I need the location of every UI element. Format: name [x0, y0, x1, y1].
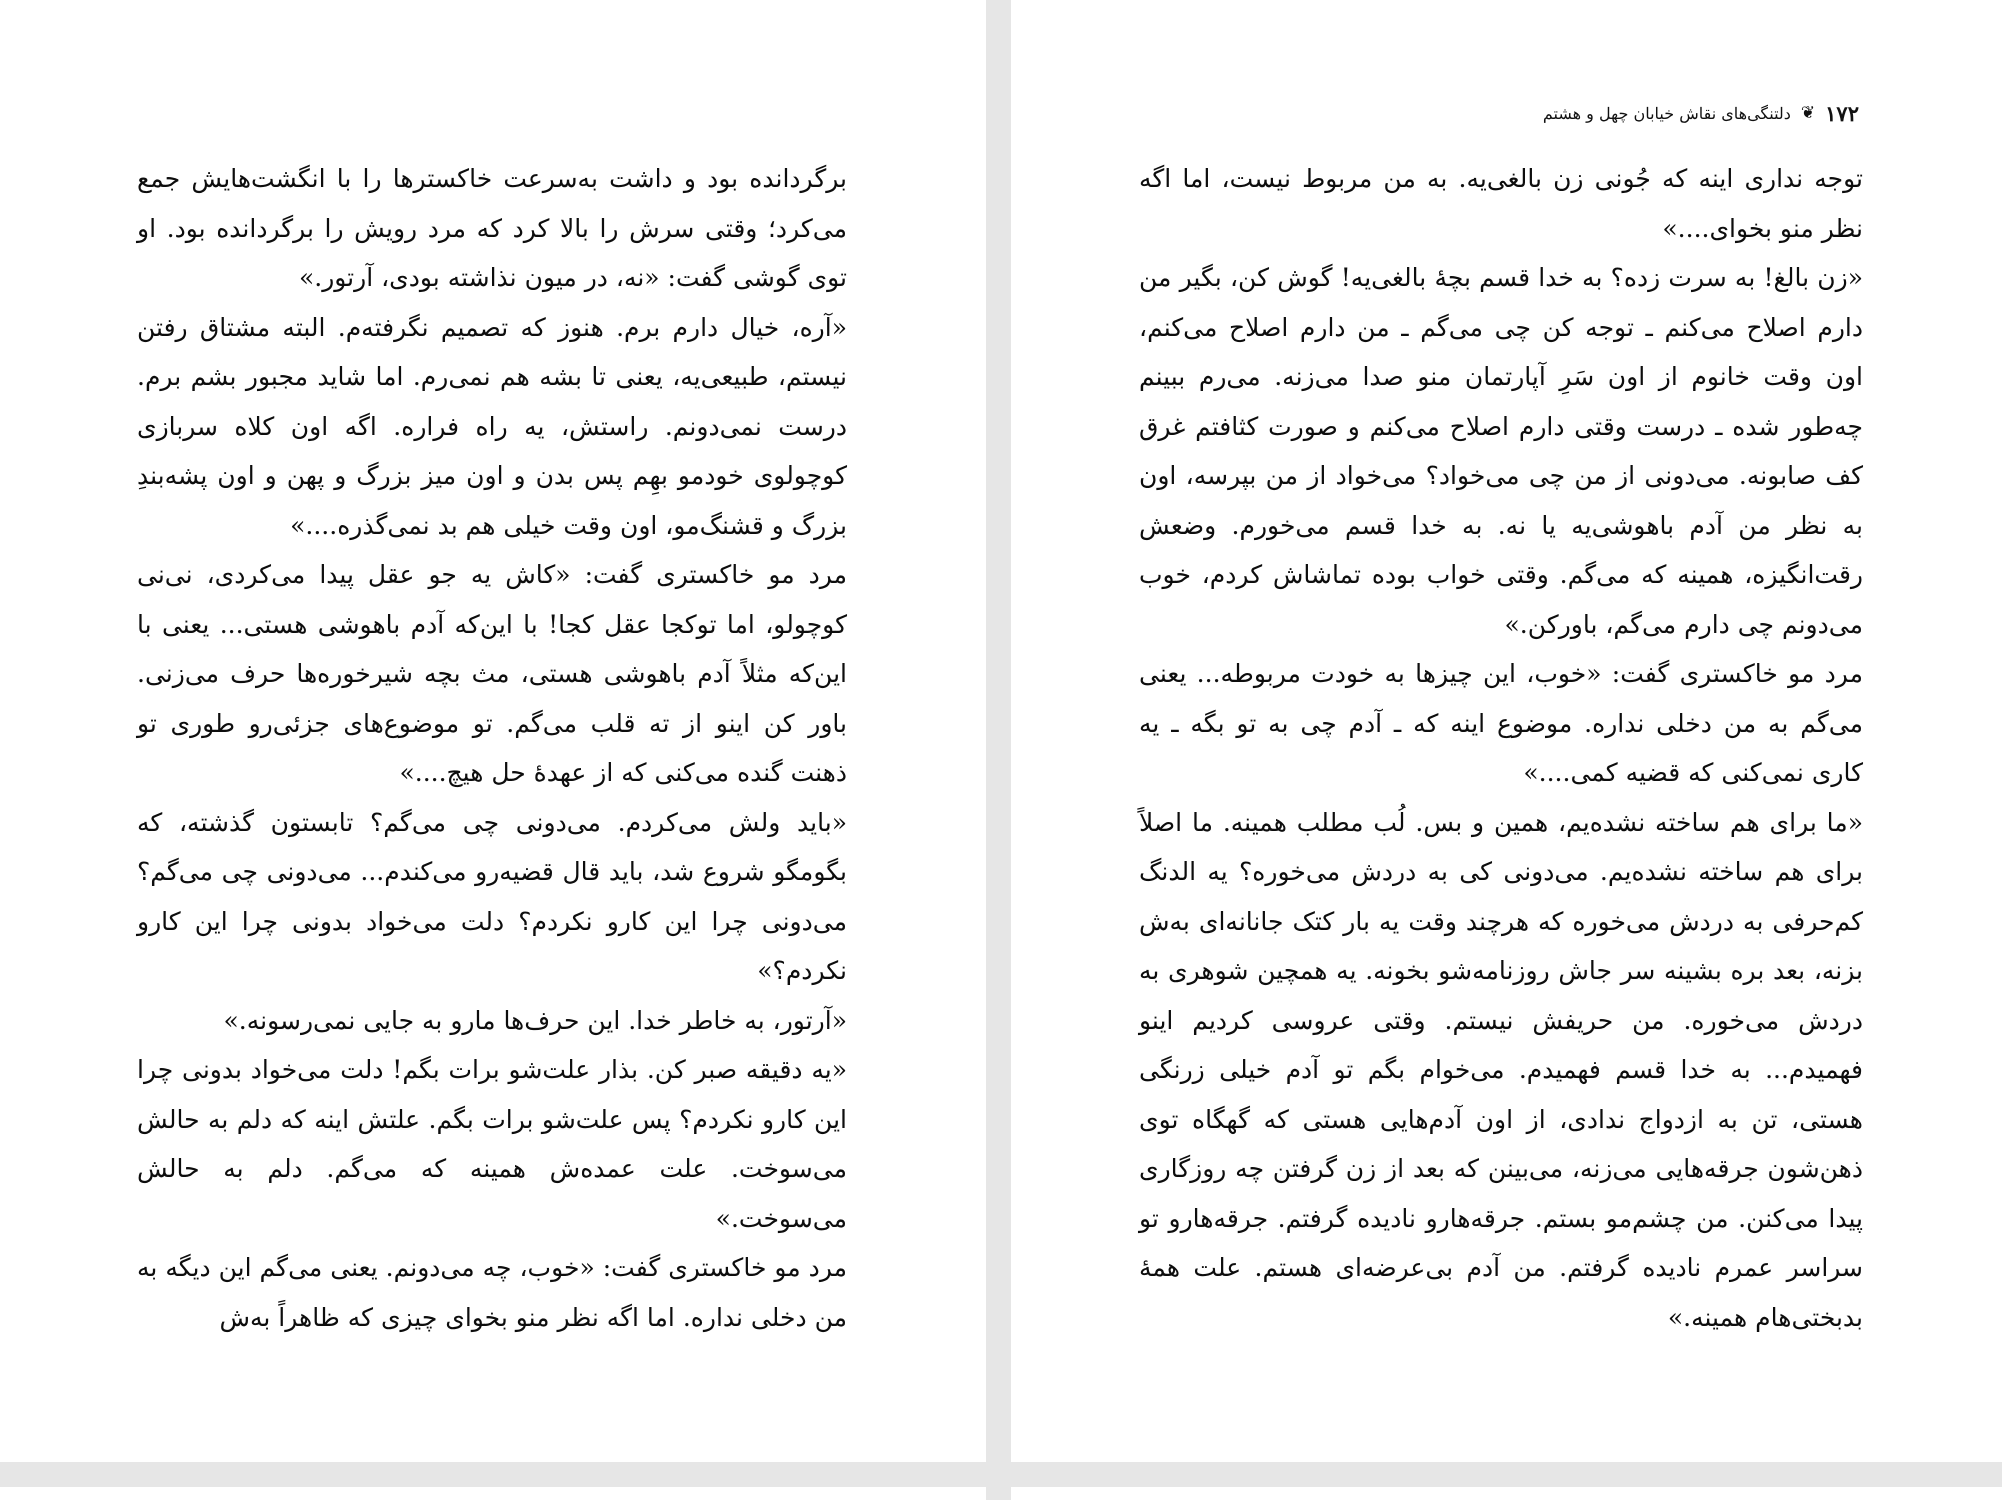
next-left-page-edge: [0, 1487, 986, 1500]
right-book-page: [1011, 0, 2002, 1462]
paragraph: «یه دقیقه صبر کن. بذار علت‌شو برات بگم! دلت می‌خواد بدونی چرا این کارو نکردم؟ پس علت‌شو برات بگم. علتش اینه که دلم به حالش می‌سوخت. علت عمده‌ش همینه که می‌گم. دلم به حالش می‌سوخت.»: [137, 1055, 847, 1233]
paragraph: «ما برای هم ساخته نشده‌یم، همین و بس. لُب مطلب همینه. ما اصلاً برای هم ساخته نشده‌یم. می‌دونی کی به دردش می‌خوره؟ یه الدنگ کم‌حرفی به دردش می‌خوره که هرچند وقت یه بار کتک جانانه‌ای به‌ش بزنه، بعد بره بشینه سر جاش روزنامه‌شو بخونه. یه همچین شوهری به دردش می‌خوره. من حریفش نیستم. وقتی عروسی کردیم اینو فهمیدم... به خدا قسم فهمیدم. می‌خوام بگم تو آدم خیلی زرنگی هستی، تن به ازدواج ندادی، از اون آدم‌هایی هستی که گهگاه توی ذهن‌شون جرقه‌هایی می‌زنه، می‌بینن که بعد از زن گرفتن چه روزگاری پیدا می‌کنن. من چشم‌مو بستم. جرقه‌هارو نادیده گرفتم. جرقه‌هارو تو سراسر عمرم نادیده گرفتم. من آدم بی‌عرضه‌ای هستم. علت همهٔ بدبختی‌هام همینه.»: [1139, 807, 1863, 1332]
paragraph: برگردانده بود و داشت به‌سرعت خاکسترها را با انگشت‌هایش جمع می‌کرد؛ وقتی سرش را بالا کرد که مرد رویش را برگردانده بود. او توی گوشی گفت: «نه، در میون نذاشته بودی، آرتور.»: [137, 164, 848, 292]
left-book-page: [0, 0, 986, 1462]
paragraph: «زن بالغ! به سرت زده؟ به خدا قسم بچهٔ بالغی‌یه! گوش کن، بگیر من دارم اصلاح می‌کنم ـ توجه کن چی می‌گم ـ من دارم اصلاح می‌کنم، اون وقت خانوم از اون سَرِ آپارتمان منو صدا می‌زنه. می‌رم ببینم چه‌طور شده ـ درست وقتی دارم اصلاح می‌کنم و صورت کثافتم غرق کف صابونه. می‌دونی از من چی می‌خواد؟ می‌خواد از من بپرسه، اون به نظر من آدم باهوشی‌یه یا نه. به خدا قسم می‌خورم. وضعش رقت‌انگیزه، همینه که می‌گم. وقتی خواب بوده تماشاش کردم، خوب می‌دونم چی دارم می‌گم، باورکن.»: [1139, 263, 1863, 639]
running-header: [1499, 98, 1859, 128]
paragraph: مرد مو خاکستری گفت: «خوب، این چیزها به خودت مربوطه... یعنی می‌گم به من دخلی نداره. موضوع اینه که ـ آدم چی به تو بگه ـ یه کاری نمی‌کنی که قضیه کمی....»: [1139, 659, 1863, 787]
paragraph: «آره، خیال دارم برم. هنوز که تصمیم نگرفته‌م. البته مشتاق رفتن نیستم، طبیعی‌یه، یعنی تا بشه هم نمی‌رم. اما شاید مجبور بشم برم. درست نمی‌دونم. راستش، یه راه فراره. اگه اون کلاه سربازی کوچولوی خودمو بهِم پس بدن و اون میز بزرگ و پهن و اون پشه‌بندِ بزرگ و قشنگ‌مو، اون وقت خیلی هم بد نمی‌گذره....»: [137, 312, 847, 540]
page-number: ۱۷۲: [1825, 100, 1859, 126]
paragraph: «آرتور، به خاطر خدا. این حرف‌ها مارو به جایی نمی‌رسونه.»: [223, 1005, 847, 1035]
book-title: دلتنگی‌های نقاش خیابان چهل و هشتم: [1542, 103, 1791, 123]
ornament-icon: ❦: [1800, 103, 1816, 123]
paragraph: مرد مو خاکستری گفت: «کاش یه جو عقل پیدا می‌کردی، نی‌نی کوچولو، اما توکجا عقل کجا! با این‌که آدم باهوشی هستی... یعنی با این‌که مثلاً آدم باهوشی هستی، مث بچه شیرخوره‌ها حرف می‌زنی. باور کن اینو از ته قلب می‌گم. تو موضوع‌های جزئی‌رو طوری تو ذهنت گنده می‌کنی که از عهدهٔ حل هیچ....»: [137, 560, 847, 787]
paragraph: توجه نداری اینه که جُونی زن بالغی‌یه. به من مربوط نیست، اما اگه نظر منو بخوای....»: [1139, 164, 1863, 243]
paragraph: مرد مو خاکستری گفت: «خوب، چه می‌دونم. یعنی می‌گم این دیگه به من دخلی نداره. اما اگه نظر منو بخوای چیزی که ظاهراً به‌ش: [137, 1253, 847, 1332]
right-page-body: [1139, 154, 1863, 1342]
next-right-page-edge: [1011, 1487, 2002, 1500]
paragraph: «باید ولش می‌کردم. می‌دونی چی می‌گم؟ تابستون گذشته، که بگومگو شروع شد، باید قال قضیه‌رو می‌کندم... می‌دونی چی می‌گم؟ می‌دونی چرا این کارو نکردم؟ دلت می‌خواد بدونی چرا این کارو نکردم؟»: [137, 807, 847, 985]
left-page-body: [137, 154, 847, 1342]
